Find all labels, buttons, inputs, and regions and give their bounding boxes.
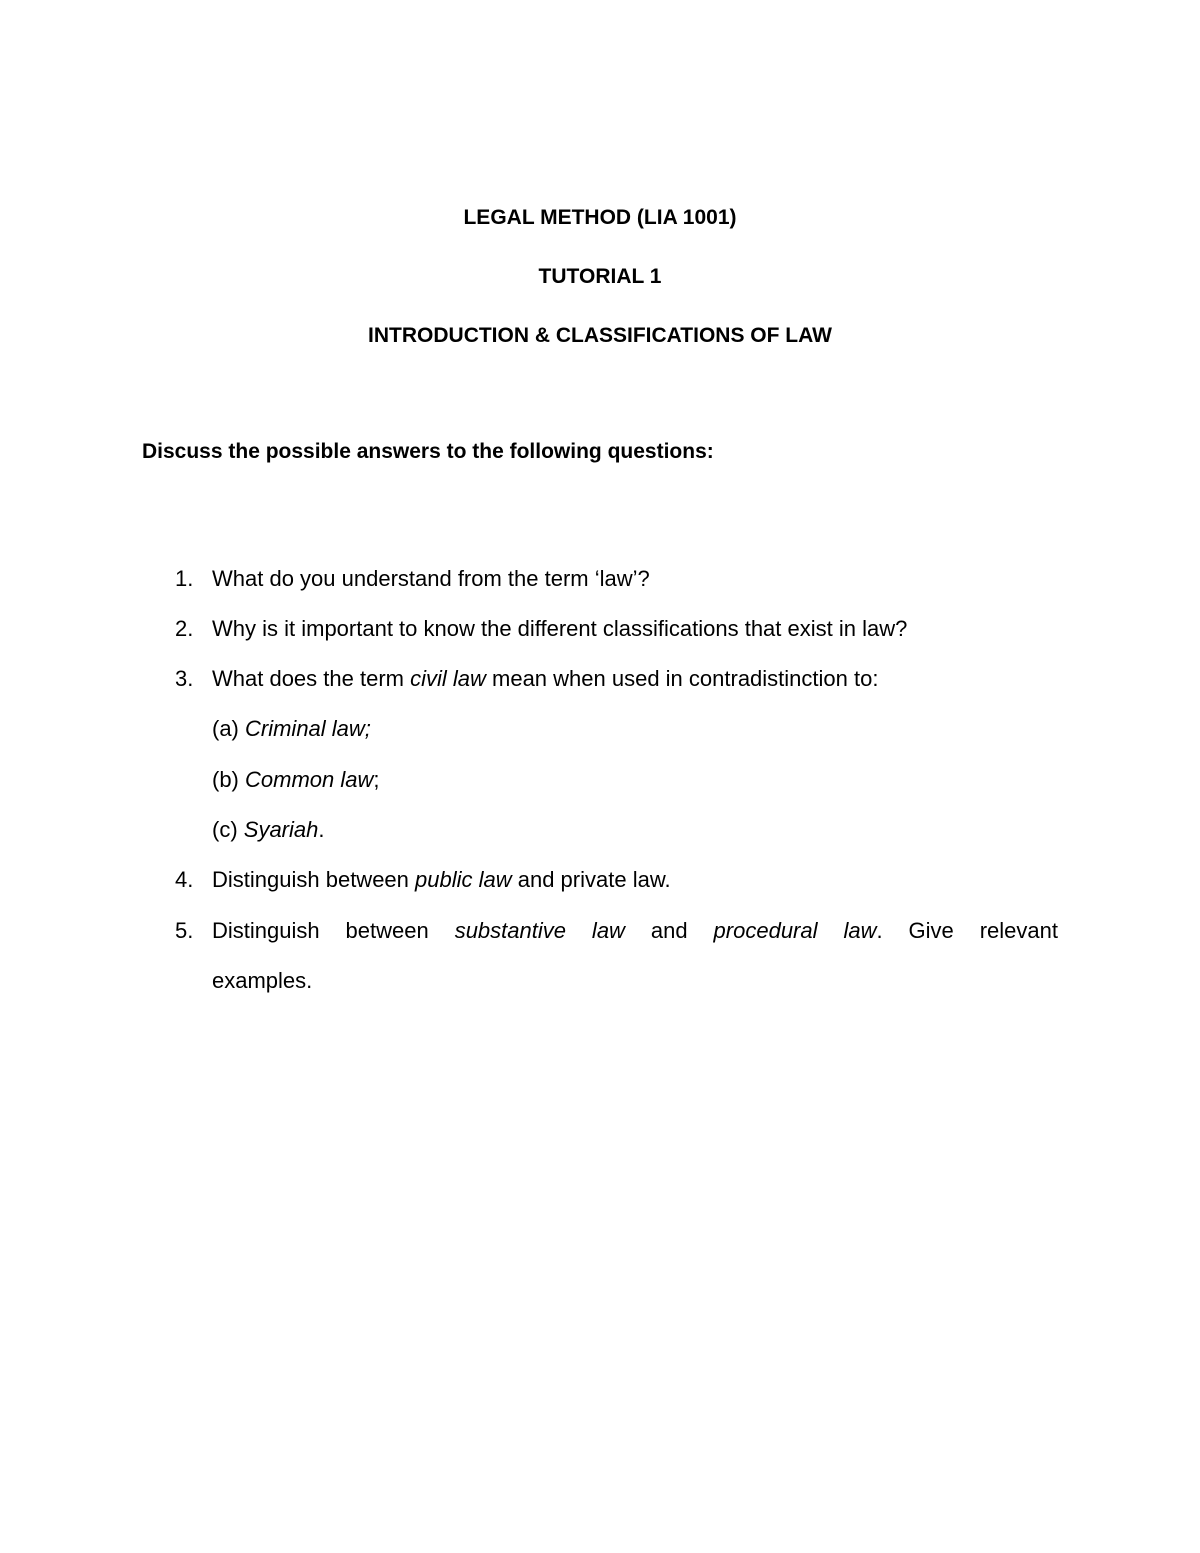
question-text-part: . Give relevant [876, 918, 1058, 943]
subitem-label: (a) [212, 716, 245, 741]
question-term-italic: public law [415, 867, 512, 892]
subitem-label: (c) [212, 817, 244, 842]
question-text-part: What does the term [212, 666, 411, 691]
subitem-c [212, 815, 324, 845]
course-title: LEGAL METHOD (LIA 1001) [463, 206, 737, 229]
subitem-term: Syariah [243, 817, 319, 842]
question-text: Why is it important to know the different classifications that exist in law? [212, 616, 908, 641]
question-number: 2. [175, 616, 194, 641]
question-text [212, 865, 1058, 895]
question-text-part: and private law. [511, 867, 671, 892]
question-text-part: Distinguish between [212, 918, 455, 943]
question-text-part: Distinguish between [212, 867, 416, 892]
subitem-punct: . [318, 817, 325, 842]
subitem-a [212, 714, 371, 744]
question-text: What do you understand from the term ‘law’? [212, 566, 650, 591]
question-text-part: and [624, 918, 714, 943]
question-text: examples. [212, 968, 313, 993]
tutorial-title: TUTORIAL 1 [538, 265, 662, 288]
question-term-italic: civil law [410, 666, 486, 691]
question-text-part: mean when used in contradistinction to: [485, 666, 879, 691]
instruction-text: Discuss the possible answers to the following questions: [142, 440, 714, 463]
question-term-italic: procedural law [713, 918, 877, 943]
question-term-italic: substantive law [454, 918, 625, 943]
subitem-term: Criminal law; [245, 716, 371, 741]
subitem-term: Common law [245, 767, 374, 792]
question-number: 4. [175, 867, 194, 892]
question-text [212, 664, 1058, 694]
question-number: 1. [175, 566, 194, 591]
subitem-label: (b) [212, 767, 245, 792]
question-number: 5. [175, 918, 194, 943]
subitem-b [212, 765, 380, 795]
topic-title: INTRODUCTION & CLASSIFICATIONS OF LAW [368, 324, 832, 347]
question-text [212, 916, 1058, 946]
question-number: 3. [175, 666, 194, 691]
subitem-punct: ; [373, 767, 380, 792]
